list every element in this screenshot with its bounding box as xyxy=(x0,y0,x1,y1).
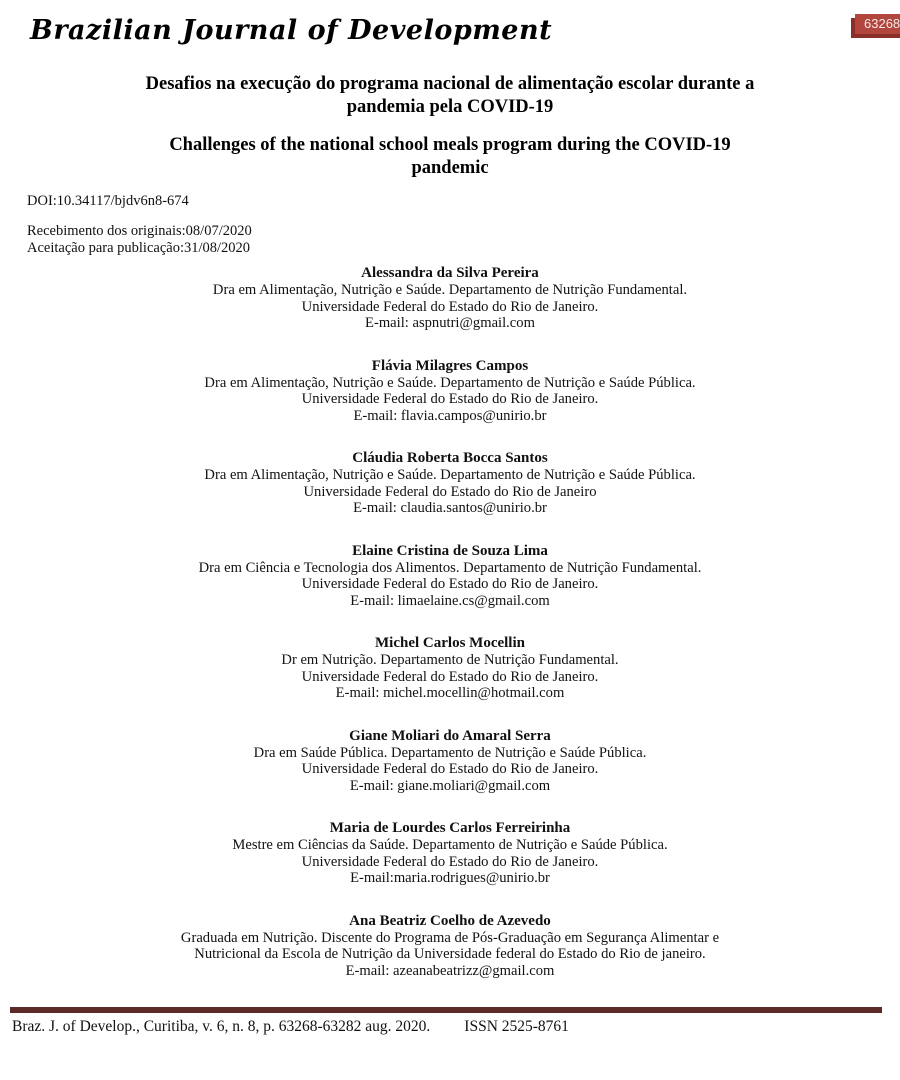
author-affiliation-line: Universidade Federal do Estado do Rio de Janeiro xyxy=(303,483,597,500)
author-block xyxy=(0,450,900,517)
author-affiliation-line: Universidade Federal do Estado do Rio de Janeiro. xyxy=(301,391,599,407)
authors-list xyxy=(0,265,900,979)
footer-rule xyxy=(10,1007,882,1013)
author-affiliation-line: Universidade Federal do Estado do Rio de Janeiro. xyxy=(301,298,599,315)
author-email: E-mail: limaelaine.cs@gmail.com xyxy=(350,592,550,609)
title-line: pandemia pela COVID-19 xyxy=(346,97,554,117)
author-affiliation-line: Dra em Saúde Pública. Departamento de Nutrição e Saúde Pública. xyxy=(253,744,647,761)
author-affiliation-line: Dra em Alimentação, Nutrição e Saúde. Departamento de Nutrição e Saúde Pública. xyxy=(204,467,696,483)
author-name: Ana Beatriz Coelho de Azevedo xyxy=(349,912,551,929)
author-name: Cláudia Roberta Bocca Santos xyxy=(352,450,548,466)
article-meta xyxy=(27,193,900,257)
page-number: 63268 xyxy=(864,16,900,31)
paper-page xyxy=(0,14,900,1080)
author-affiliation-line: Universidade Federal do Estado do Rio de Janeiro. xyxy=(301,668,599,685)
submission-dates xyxy=(27,223,900,257)
title-line: Desafios na execução do programa nacional de alimentação escolar durante a xyxy=(145,74,755,94)
author-block xyxy=(0,358,900,425)
author-block xyxy=(0,265,900,332)
author-email: E-mail:maria.rodrigues@unirio.br xyxy=(350,870,550,886)
author-block xyxy=(0,728,900,795)
author-name: Maria de Lourdes Carlos Ferreirinha xyxy=(329,820,571,836)
author-name: Alessandra da Silva Pereira xyxy=(361,265,539,281)
author-affiliation-line: Universidade Federal do Estado do Rio de Janeiro. xyxy=(301,853,599,870)
accepted-date: Aceitação para publicação:31/08/2020 xyxy=(27,240,251,256)
author-name: Michel Carlos Mocellin xyxy=(375,635,525,651)
author-email: E-mail: claudia.santos@unirio.br xyxy=(353,500,547,516)
author-affiliation-line: Mestre em Ciências da Saúde. Departamento de Nutrição e Saúde Pública. xyxy=(232,837,668,853)
author-block xyxy=(0,635,900,702)
author-affiliation-line: Dra em Ciência e Tecnologia dos Alimentos. Departamento de Nutrição Fundamental. xyxy=(198,559,702,576)
title-line: Challenges of the national school meals program during the COVID-19 xyxy=(169,135,731,155)
page-number-badge xyxy=(855,14,900,34)
author-affiliation-line: Universidade Federal do Estado do Rio de Janeiro. xyxy=(301,576,599,592)
author-affiliation-line: Dra em Alimentação, Nutrição e Saúde. Departamento de Nutrição e Saúde Pública. xyxy=(204,374,696,391)
received-date: Recebimento dos originais:08/07/2020 xyxy=(27,223,252,239)
author-email: E-mail: flavia.campos@unirio.br xyxy=(353,407,547,424)
author-block xyxy=(0,543,900,610)
journal-logo: Brazilian Journal of Development xyxy=(30,15,553,46)
author-affiliation-line: Graduada em Nutrição. Discente do Programa de Pós-Graduação em Segurança Alimentar e xyxy=(180,929,720,946)
author-name: Giane Moliari do Amaral Serra xyxy=(349,727,551,744)
title-line: pandemic xyxy=(411,158,489,178)
footer-citation: Braz. J. of Develop., Curitiba, v. 6, n. 8, p. 63268-63282 aug. 2020. xyxy=(12,1018,431,1035)
author-affiliation-line: Dra em Alimentação, Nutrição e Saúde. Departamento de Nutrição Fundamental. xyxy=(212,282,688,298)
doi: DOI:10.34117/bjdv6n8-674 xyxy=(27,193,189,209)
footer-issn: ISSN 2525-8761 xyxy=(464,1018,569,1035)
author-email: E-mail: michel.mocellin@hotmail.com xyxy=(335,685,565,701)
author-block xyxy=(0,820,900,887)
author-block xyxy=(0,913,900,980)
author-email: E-mail: azeanabeatrizz@gmail.com xyxy=(345,962,555,979)
article-title-en xyxy=(40,134,860,180)
article-title-pt xyxy=(40,73,860,119)
footer xyxy=(12,1017,569,1036)
author-name: Elaine Cristina de Souza Lima xyxy=(352,542,548,559)
author-affiliation-line: Universidade Federal do Estado do Rio de Janeiro. xyxy=(301,761,599,777)
author-email: E-mail: aspnutri@gmail.com xyxy=(365,315,535,331)
author-affiliation-line: Dr em Nutrição. Departamento de Nutrição Fundamental. xyxy=(281,652,619,668)
author-name: Flávia Milagres Campos xyxy=(371,357,529,374)
author-email: E-mail: giane.moliari@gmail.com xyxy=(349,777,551,794)
author-affiliation-line: Nutricional da Escola de Nutrição da Universidade federal do Estado do Rio de janeiro. xyxy=(194,946,706,962)
